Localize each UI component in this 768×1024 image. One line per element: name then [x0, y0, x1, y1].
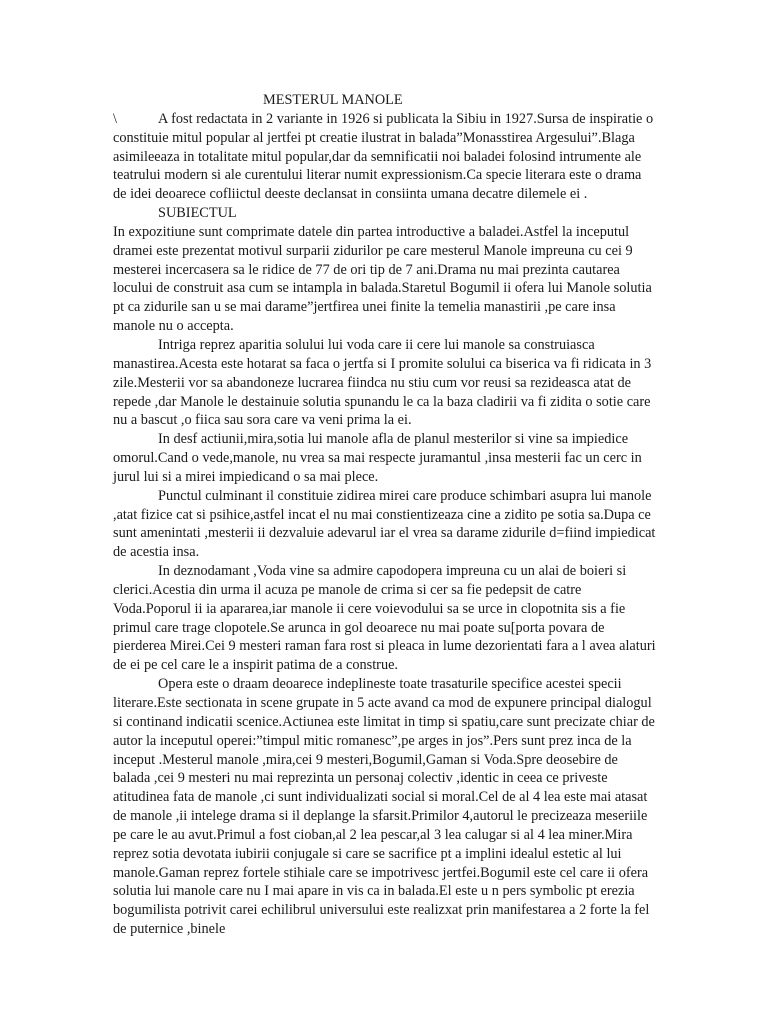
document-body	[113, 91, 658, 939]
intro-marker: \	[113, 110, 117, 127]
paragraph-punct-culminant: Punctul culminant il constituie zidirea mirei care produce schimbari asupra lui manole ,atat fizice cat si psihice,astfel incat el nu mai constientizeaza cine a zidito pe sotia sa.Dupa ce sunt amenintati ,mesterii ii dezvaluie adevarul iar el vrea sa darame zidurile d=fiind impiedicat de acestia insa.	[113, 487, 656, 561]
paragraph-desfasurare: In desf actiunii,mira,sotia lui manole afla de planul mesterilor si vine sa impiedice omorul.Cand o vede,manole, nu vrea sa mai respecte juramantul ,insa mesterii fac un cerc in jurul lui si a mirei impiedicand o sa mai plece.	[113, 431, 642, 485]
paragraph-deznodamant: In deznodamant ,Voda vine sa admire capodopera impreuna cu un alai de boieri si clerici.Acestia din urma il acuza pe manole de crima si cer sa fie pedepsit de catre Voda.Poporul ii ia apararea,iar manole ii cere voievodului sa se urce in clopotnita sis a fie primul care trage clopotele.Se arunca in gol deoarece nu mai poate su[porta povara de pierderea Mirei.Cei 9 mesteri raman fara rost si pleaca in lume dezorientati fara a l avea alaturi de ei pe cel care le a inspirit patima de a construe.	[113, 563, 656, 674]
paragraph-expozitiune: In expozitiune sunt comprimate datele din partea introductive a baladei.Astfel la inceputul dramei este prezentat motivul surparii zidurilor pe care mesterul Manole impreuna cu cei 9 mesterei incercasera sa le ridice de 77 de ori tip de 7 ani.Drama nu mai prezinta cautarea locului de construit asa cum se intampla in balada.Staretul Bogumil ii ofera lui Manole solutia pt ca zidurile san u se mai darame”jertfirea unei finite la temelia manastirii ,pe care insa manole nu o accepta.	[113, 223, 652, 335]
intro-text: A fost redactata in 2 variante in 1926 si publicata la Sibiu in 1927.Sursa de inspiratie o constituie mitul popular al jertfei pt creatie ilustrat in balada”Monasstirea Argesului”.Blaga asimileeaza in totalitate mitul popular,dar da semnificatii noi baladei folosind intrumente ale teatrului modern si ale curentului literar numit expressionism.Ca specie literara este o drama de idei deoarece cofliictul deeste declansat in consiinta umana decatre dilemele ei .	[113, 110, 654, 203]
paragraph-opera: Opera este o draam deoarece indeplineste toate trasaturile specifice acestei specii literare.Este sectionata in scene grupate in 5 acte avand ca mod de expunere principal dialogul si continand indicatii scenice.Actiunea este limitat in timp si spatiu,care sunt precizate chiar de autor la inceputul operei:”timpul mitic romanesc”,pe arges in jos”.Pers sunt prez inca de la inceput .Mesterul manole ,mira,cei 9 mesteri,Bogumil,Gaman si Voda.Spre deosebire de balada ,cei 9 mesteri nu mai reprezinta un personaj colectiv ,identic in ceea ce priveste atitudinea fata de manole ,ci sunt individualizati social si moral.Cel de al 4 lea este mai atasat de manole ,ii intelege drama si il deplange la sfarsit.Primilor 4,autorul le precizeaza meseriile pe care le au avut.Primul a fost cioban,al 2 lea pescar,al 3 lea calugar si al 4 lea miner.Mira reprez sotia devotata iubirii conjugale si care se sacrifice pt a implini idealul estetic al lui manole.Gaman reprez fortele stihiale care se impotrivesc jertfei.Bogumil este cel care ii ofera solutia lui manole care nu I mai apare in vis ca in balada.El este u n pers symbolic pt erezia bogumilista potrivit carei echilibrul universului este realizxat prin manifestarea a 2 forte la fel de puternice ,binele	[113, 676, 655, 938]
subject-heading: SUBIECTUL	[158, 205, 237, 222]
intro-paragraph	[113, 110, 658, 204]
document-title: MESTERUL MANOLE	[263, 92, 403, 108]
paragraph-intriga: Intriga reprez aparitia solului lui voda care ii cere lui manole sa construiasca manastirea.Acesta este hotarat sa faca o jertfa si I promite solului ca biserica va fi ridicata in 3 zile.Mesterii vor sa abandoneze lucrarea fiindca nu stiu cum vor reusi sa rezideasca atat de repede ,dar Manole le destainuie solutia spunandu le ca la baza cladirii va fi zidita o sotie care nu a bascut ,o fiica sau sora care va veni prima la ei.	[113, 336, 652, 429]
